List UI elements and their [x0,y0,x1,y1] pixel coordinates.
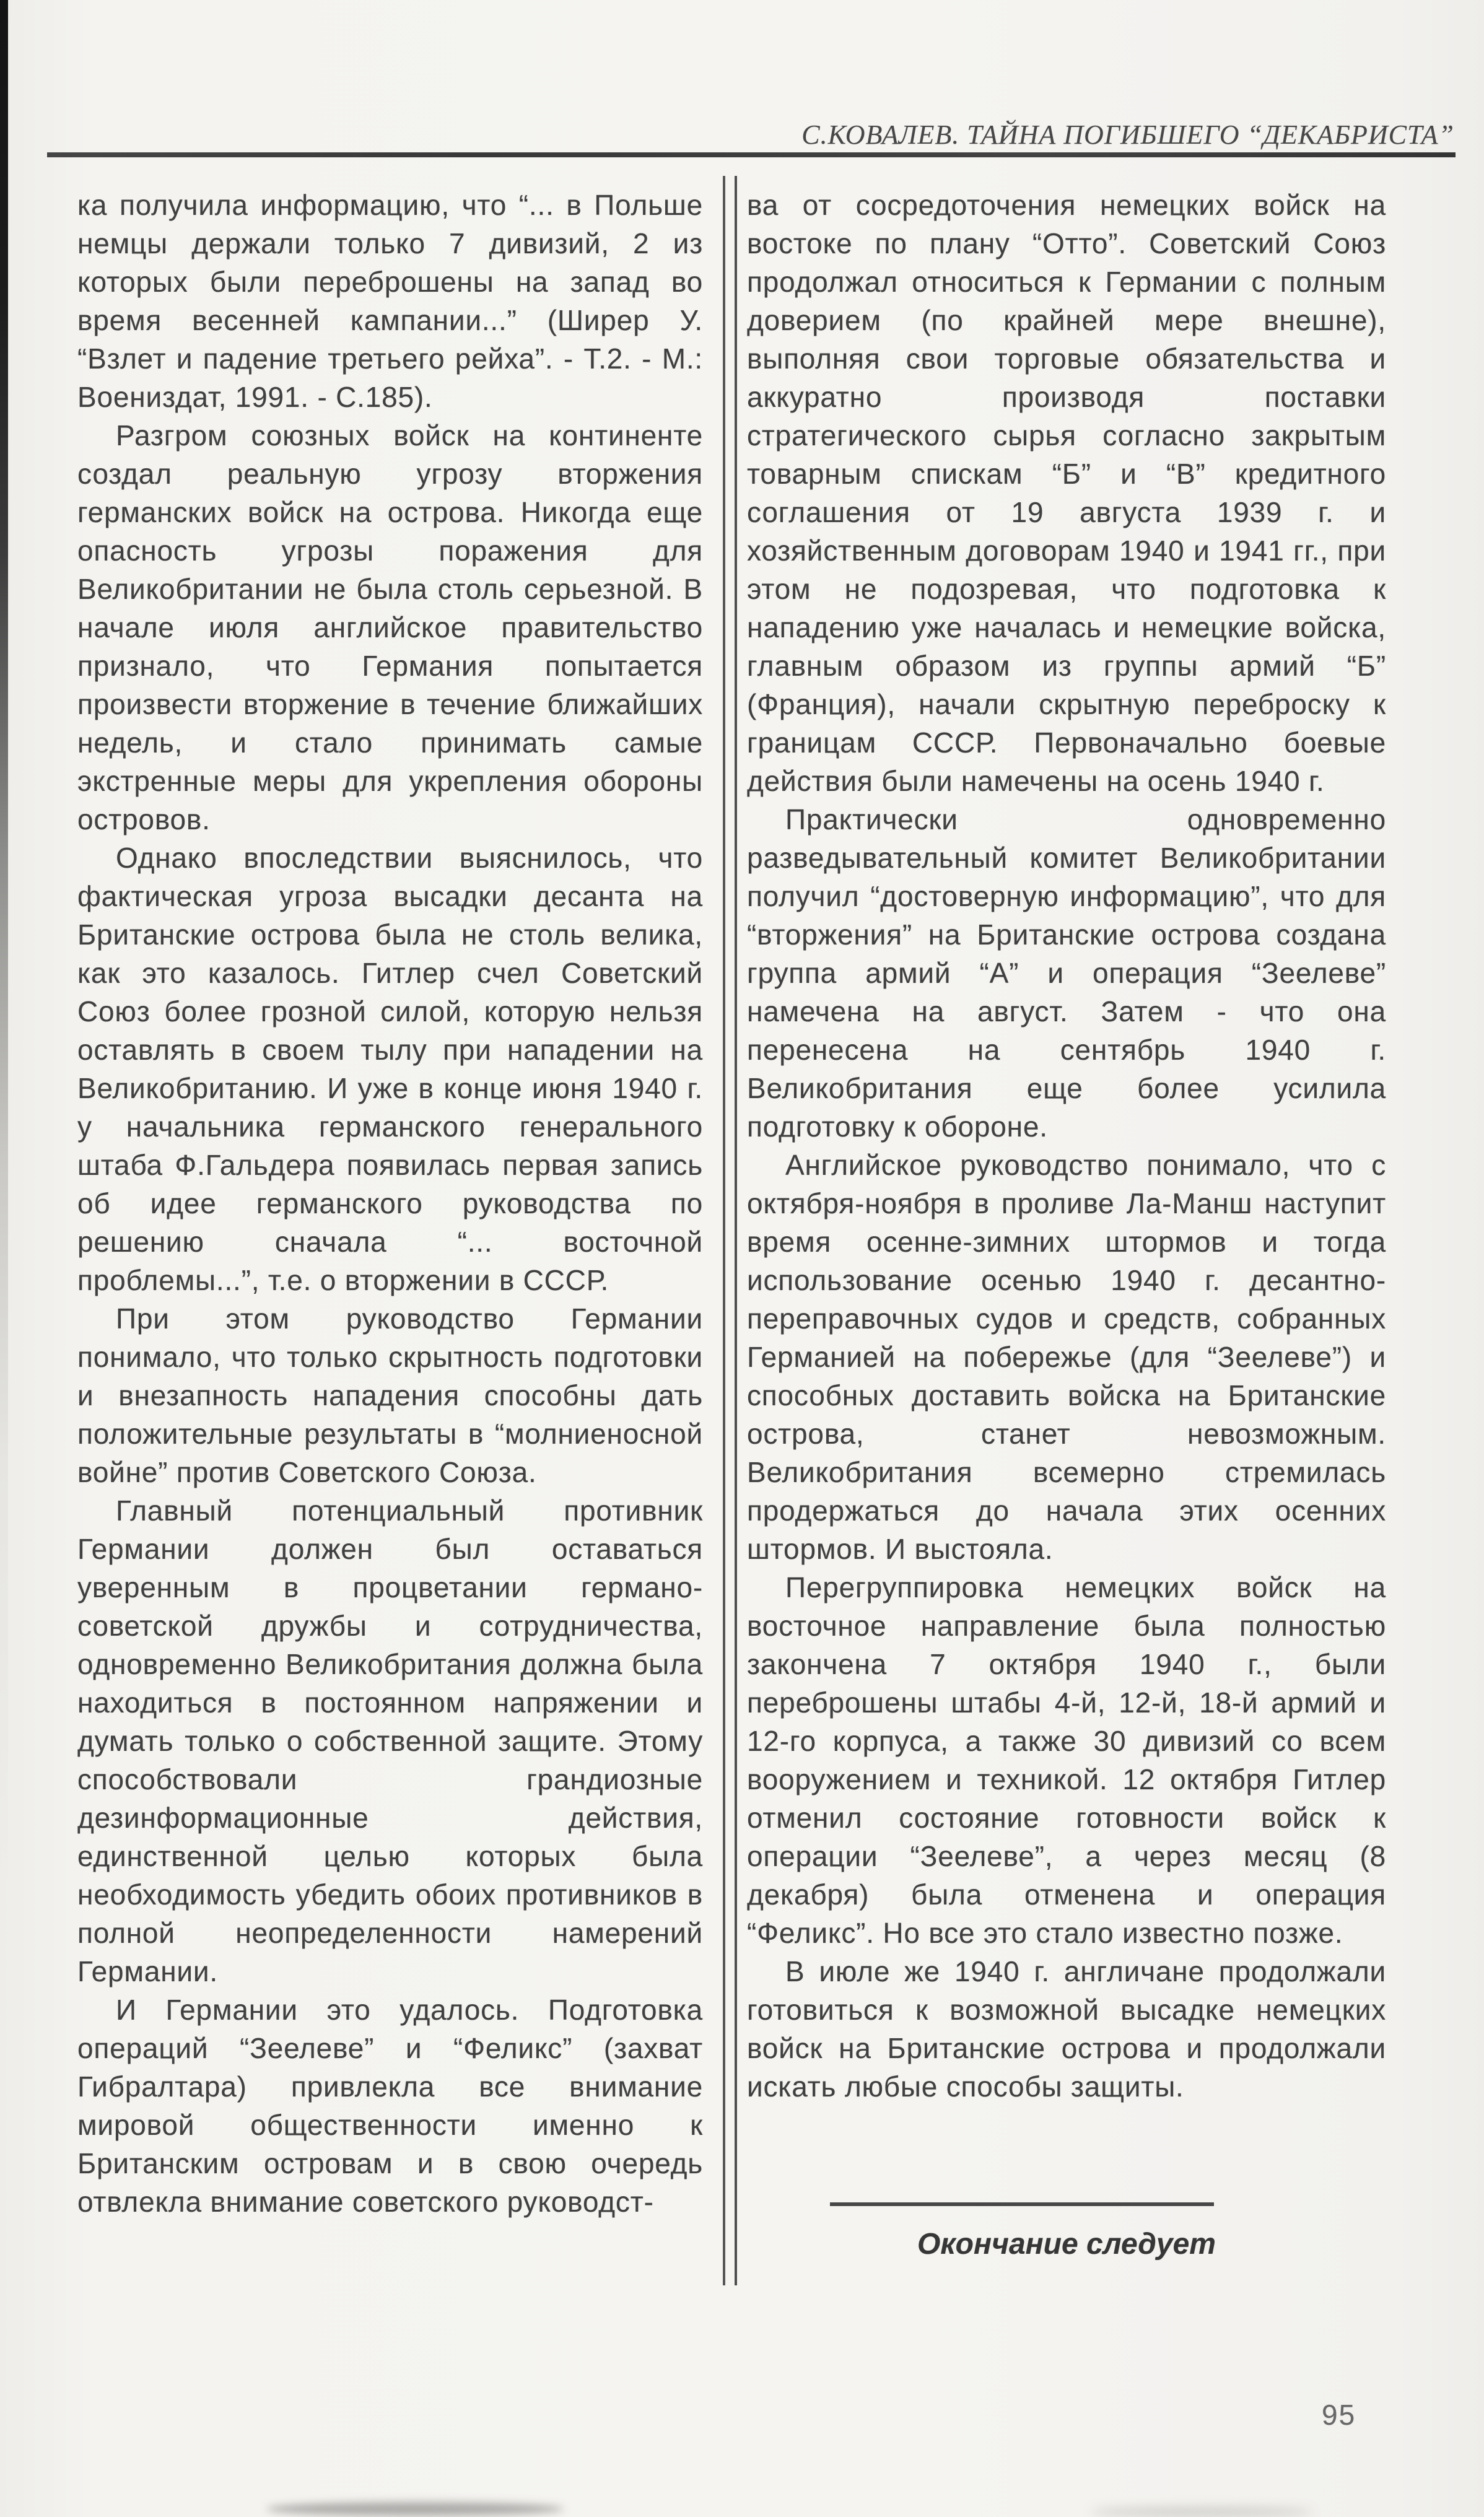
column-divider [735,176,737,2285]
paragraph: ка получила информацию, что “... в Польше немцы держали только 7 дивизий, 2 из которых были переброшены на запад во время весенней кампании...” (Ширер У. “Взлет и падение третьего рейха”. - Т.2. - М.: Воениздат, 1991. - С.185). [77,189,703,413]
paragraph: Главный потенциальный противник Германии должен был оставаться уверенным в процветании германо-советской дружбы и сотрудничества, одновременно Великобритания должна была находиться в постоянном напряжении и думать только о собственной защите. Этому способствовали грандиозные дезинформационные действия, единственной целью которых была необходимость убедить обоих противников в полной неопределенности намерений Германии. [77,1494,703,1987]
paragraph: Однако впоследствии выяснилось, что фактическая угроза высадки десанта на Британские острова была не столь велика, как это казалось. Гитлер счел Советский Союз более грозной силой, которую нельзя оставлять в своем тылу при нападении на Великобританию. И уже в конце июня 1940 г. у начальника германского генерального штаба Ф.Гальдера появилась первая запись об идее германского руководства по решению сначала “... восточной проблемы...”, т.е. о вторжении в СССР. [77,842,703,1296]
running-title: С.КОВАЛЕВ. ТАЙНА ПОГИБШЕГО “ДЕКАБРИСТА” [801,120,1454,150]
paragraph: ва от сосредоточения немецких войск на востоке по плану “Отто”. Советский Союз продолжал относиться к Германии с полным доверием (по крайней мере внешне), выполняя свои торговые обязательства и аккуратно производя поставки стратегического сырья согласно закрытым товарным спискам “Б” и “В” кредитного соглашения от 19 августа 1939 г. и хозяйственным договорам 1940 и 1941 гг., при этом не подозревая, что подготовка к нападению уже началась и немецкие войска, главным образом из группы армий “Б” (Франция), начали скрытную переброску к границам СССР. Первоначально боевые действия были намечены на осень 1940 г. [747,189,1386,797]
left-column [77,186,703,2221]
end-of-article-rule [830,2202,1214,2206]
column-divider [723,176,725,2285]
continuation-notice: Окончание следует [917,2228,1216,2261]
right-column [747,186,1386,2106]
paragraph: Разгром союзных войск на континенте создал реальную угрозу вторжения германских войск на острова. Никогда еще опасность угрозы поражения для Великобритании не была столь серьезной. В начале июля английское правительство признало, что Германия попытается произвести вторжение в течение ближайших недель, и стало принимать самые экстренные меры для укрепления обороны островов. [77,419,703,835]
scan-smudge [266,2502,564,2516]
paragraph: Практически одновременно разведывательный комитет Великобритании получил “достоверную информацию”, что для “вторжения” на Британские острова создана группа армий “А” и операция “Зеелеве” намечена на август. Затем - что она перенесена на сентябрь 1940 г. Великобритания еще более усилила подготовку к обороне. [747,803,1386,1143]
paragraph: Английское руководство понимало, что с октября-ноября в проливе Ла-Манш наступит время осенне-зимних штормов и тогда использование осенью 1940 г. десантно-переправочных судов и средств, собранных Германией на побережье (для “Зеелеве”) и способных доставить войска на Британские острова, станет невозможным. Великобритания всемерно стремилась продержаться до начала этих осенних штормов. И выстояла. [747,1149,1386,1565]
scan-gutter-shadow [0,0,8,2517]
paragraph: Перегруппировка немецких войск на восточное направление была полностью закончена 7 октября 1940 г., были переброшены штабы 4-й, 12-й, 18-й армий и 12-го корпуса, а также 30 дивизий со всем вооружением и техникой. 12 октября Гитлер отменил состояние готовности войск к операции “Зеелеве”, а через месяц (8 декабря) была отменена и операция “Феликс”. Но все это стало известно позже. [747,1571,1386,1949]
scan-smudge [1090,2507,1313,2517]
paragraph: При этом руководство Германии понимало, что только скрытность подготовки и внезапность нападения способны дать положительные результаты в “молниеносной войне” против Советского Союза. [77,1302,703,1488]
paragraph: И Германии это удалось. Подготовка операций “Зеелеве” и “Феликс” (захват Гибралтара) привлекла все внимание мировой общественности именно к Британским островам и в свою очередь отвлекла внимание советского руководст- [77,1994,703,2218]
page-number: 95 [1322,2399,1356,2431]
paragraph: В июле же 1940 г. англичане продолжали готовиться к возможной высадке немецких войск на Британские острова и продолжали искать любые способы защиты. [747,1955,1386,2103]
header-rule [47,152,1456,157]
